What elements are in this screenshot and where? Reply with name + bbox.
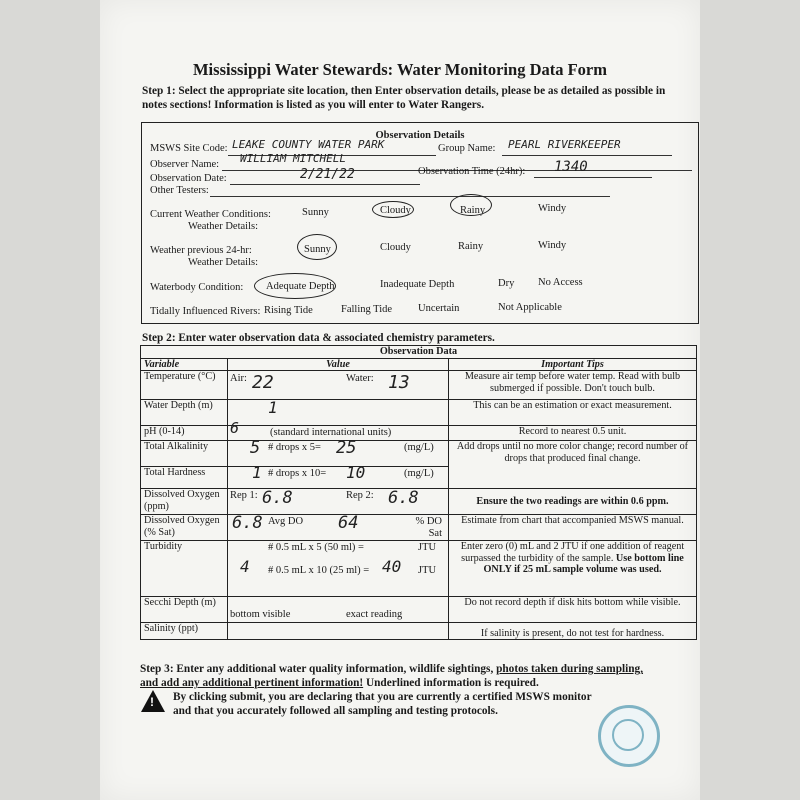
do-sat-tip: Estimate from chart that accompanied MSWS manual. <box>449 515 697 541</box>
alkalinity-drops-field[interactable]: 5 <box>250 438 261 458</box>
hardness-label: Total Hardness <box>141 467 228 489</box>
temperature-tip: Measure air temp before water temp. Read with bulb submerged if possible. Don't touch bulb. <box>449 371 697 400</box>
tidal-option-rising[interactable]: Rising Tide <box>264 305 313 316</box>
tidal-option-uncertain[interactable]: Uncertain <box>418 303 460 314</box>
waterbody-option-no-access[interactable]: No Access <box>538 277 583 288</box>
rep2-field[interactable]: 6.8 <box>388 488 419 508</box>
weather-option-sunny[interactable]: Sunny <box>302 207 329 218</box>
turbidity-line1-label: # 0.5 mL x 5 (50 ml) = <box>268 542 364 553</box>
temperature-label: Temperature (°C) <box>141 371 228 400</box>
observer-name-label: Observer Name: <box>150 159 220 170</box>
weather-cloudy-selected-circle <box>372 201 414 218</box>
msws-seal-logo <box>598 705 660 767</box>
previous-weather-option-windy[interactable]: Windy <box>538 240 567 251</box>
secchi-bottom-visible[interactable]: bottom visible <box>230 609 291 620</box>
turbidity-result-field[interactable]: 40 <box>382 557 402 576</box>
ph-tip: Record to nearest 0.5 unit. <box>449 426 697 441</box>
waterbody-option-dry[interactable]: Dry <box>498 278 515 289</box>
form-paper <box>100 0 700 800</box>
rep2-label: Rep 2: <box>346 490 374 501</box>
observation-time-label: Observation Time (24hr): <box>418 166 526 177</box>
observation-date-field[interactable]: 2/21/22 <box>300 167 355 182</box>
waterbody-option-inadequate[interactable]: Inadequate Depth <box>380 279 455 290</box>
current-weather-label: Current Weather Conditions: <box>150 209 271 220</box>
hardness-result-field[interactable]: 10 <box>346 463 366 482</box>
group-name-label: Group Name: <box>438 143 496 154</box>
tidal-option-falling[interactable]: Falling Tide <box>341 304 393 315</box>
turbidity-unit1: JTU <box>418 542 437 553</box>
previous-weather-label: Weather previous 24-hr: <box>150 245 252 256</box>
previous-weather-option-cloudy[interactable]: Cloudy <box>380 242 411 253</box>
site-code-label: MSWS Site Code: <box>150 143 228 154</box>
avg-do-label: Avg DO <box>268 516 304 527</box>
previous-weather-details-label: Weather Details: <box>188 257 258 268</box>
site-code-field[interactable]: LEAKE COUNTY WATER PARK <box>232 138 385 151</box>
water-depth-label: Water Depth (m) <box>141 400 228 426</box>
do-ppm-label: Dissolved Oxygen (ppm) <box>141 489 228 515</box>
adequate-depth-selected-circle <box>254 273 336 299</box>
alkalinity-unit: (mg/L) <box>404 442 434 453</box>
ph-field[interactable]: 6 <box>230 419 240 437</box>
turbidity-tip <box>449 541 697 597</box>
turbidity-drops-field[interactable]: 4 <box>240 557 250 576</box>
alkalinity-label: Total Alkalinity <box>141 441 228 467</box>
waterbody-condition-label: Waterbody Condition: <box>150 282 244 293</box>
do-sat-unit: % DO Sat <box>415 516 442 539</box>
turbidity-tip-text: Enter zero (0) mL and 2 JTU if one addition of reagent surpassed the turbidity of the sample. <box>460 541 685 564</box>
observation-data-table <box>140 345 697 640</box>
warning-icon: ! <box>141 690 165 712</box>
alkalinity-drops-label: # drops x 5= <box>268 442 321 453</box>
step2-instructions: Step 2: Enter water observation data & associated chemistry parameters. <box>142 332 495 344</box>
weather-details-label: Weather Details: <box>188 221 258 232</box>
do-ppm-tip: Ensure the two readings are within 0.6 ppm. <box>449 489 697 515</box>
hardness-unit: (mg/L) <box>404 468 434 479</box>
weather-rainy-selected-circle <box>450 194 492 216</box>
header-tips: Important Tips <box>449 358 697 371</box>
other-testers-label: Other Testers: <box>150 185 209 196</box>
table-title: Observation Data <box>141 346 697 359</box>
air-label: Air: <box>230 373 247 384</box>
observation-details-box <box>141 122 699 324</box>
header-variable: Variable <box>141 358 228 371</box>
ph-label: pH (0-14) <box>141 426 228 441</box>
box-title: Observation Details <box>375 130 465 141</box>
salinity-label: Salinity (ppt) <box>141 623 228 640</box>
temperature-values <box>228 371 449 400</box>
declaration-text: By clicking submit, you are declaring that you are currently a certified MSWS monitor and that you accurately followed all sampling and testing protocols. <box>173 691 592 717</box>
secchi-exact-reading[interactable]: exact reading <box>346 609 403 620</box>
observer-name-field[interactable]: WILLIAM MITCHELL <box>240 152 346 165</box>
secchi-tip: Do not record depth if disk hits bottom while visible. <box>449 597 697 623</box>
hardness-drops-field[interactable]: 1 <box>252 463 262 482</box>
rep1-field[interactable]: 6.8 <box>262 488 293 508</box>
weather-option-rainy[interactable]: Rainy <box>460 205 486 216</box>
weather-option-windy[interactable]: Windy <box>538 203 567 214</box>
water-temp-field[interactable]: 13 <box>388 372 410 393</box>
water-depth-field[interactable]: 1 <box>268 398 278 417</box>
waterbody-option-adequate[interactable]: Adequate Depth <box>266 281 335 292</box>
do-sat-field[interactable]: 64 <box>338 513 359 533</box>
air-temp-field[interactable]: 22 <box>252 372 274 393</box>
ph-unit: (standard international units) <box>270 427 392 438</box>
tidal-option-not-applicable[interactable]: Not Applicable <box>498 302 562 313</box>
observation-date-label: Observation Date: <box>150 173 227 184</box>
step1-instructions: Step 1: Select the appropriate site location, then Enter observation details, please be as detailed as possible in notes sections! Information is listed as you will enter to Water Rangers. <box>142 85 666 111</box>
tidal-label: Tidally Influenced Rivers: <box>150 306 261 317</box>
turbidity-label: Turbidity <box>141 541 228 597</box>
form-title: Mississippi Water Stewards: Water Monitoring Data Form <box>192 60 607 79</box>
previous-weather-option-sunny[interactable]: Sunny <box>304 244 331 255</box>
turbidity-line2-label: # 0.5 mL x 10 (25 ml) = <box>268 565 370 576</box>
header-value: Value <box>228 358 449 371</box>
hardness-drops-label: # drops x 10= <box>268 468 327 479</box>
group-name-field[interactable]: PEARL RIVERKEEPER <box>508 138 621 151</box>
observation-time-field[interactable]: 1340 <box>554 159 588 175</box>
alkalinity-result-field[interactable]: 25 <box>336 438 357 458</box>
do-sat-label: Dissolved Oxygen (% Sat) <box>141 515 228 541</box>
step3-instructions: Step 3: Enter any additional water quality information, wildlife sightings, photos taken during sampling, and add any additional pertinent information! Underlined information is required. <box>140 663 644 689</box>
water-label: Water: <box>346 373 374 384</box>
turbidity-unit2: JTU <box>418 565 437 576</box>
turbidity-tip-bold: Use bottom line ONLY if 25 mL sample volume was used. <box>483 552 684 575</box>
alkalinity-tip: Add drops until no more color change; record number of drops that produced final change. <box>449 441 697 489</box>
previous-weather-option-rainy[interactable]: Rainy <box>458 241 484 252</box>
water-depth-tip: This can be an estimation or exact measurement. <box>449 400 697 426</box>
previous-sunny-selected-circle <box>297 234 337 260</box>
rep1-label: Rep 1: <box>230 490 258 501</box>
salinity-tip: If salinity is present, do not test for hardness. <box>449 623 697 640</box>
salinity-field[interactable] <box>228 623 449 640</box>
weather-option-cloudy[interactable]: Cloudy <box>380 205 411 216</box>
avg-do-field[interactable]: 6.8 <box>232 513 263 533</box>
secchi-label: Secchi Depth (m) <box>141 597 228 623</box>
